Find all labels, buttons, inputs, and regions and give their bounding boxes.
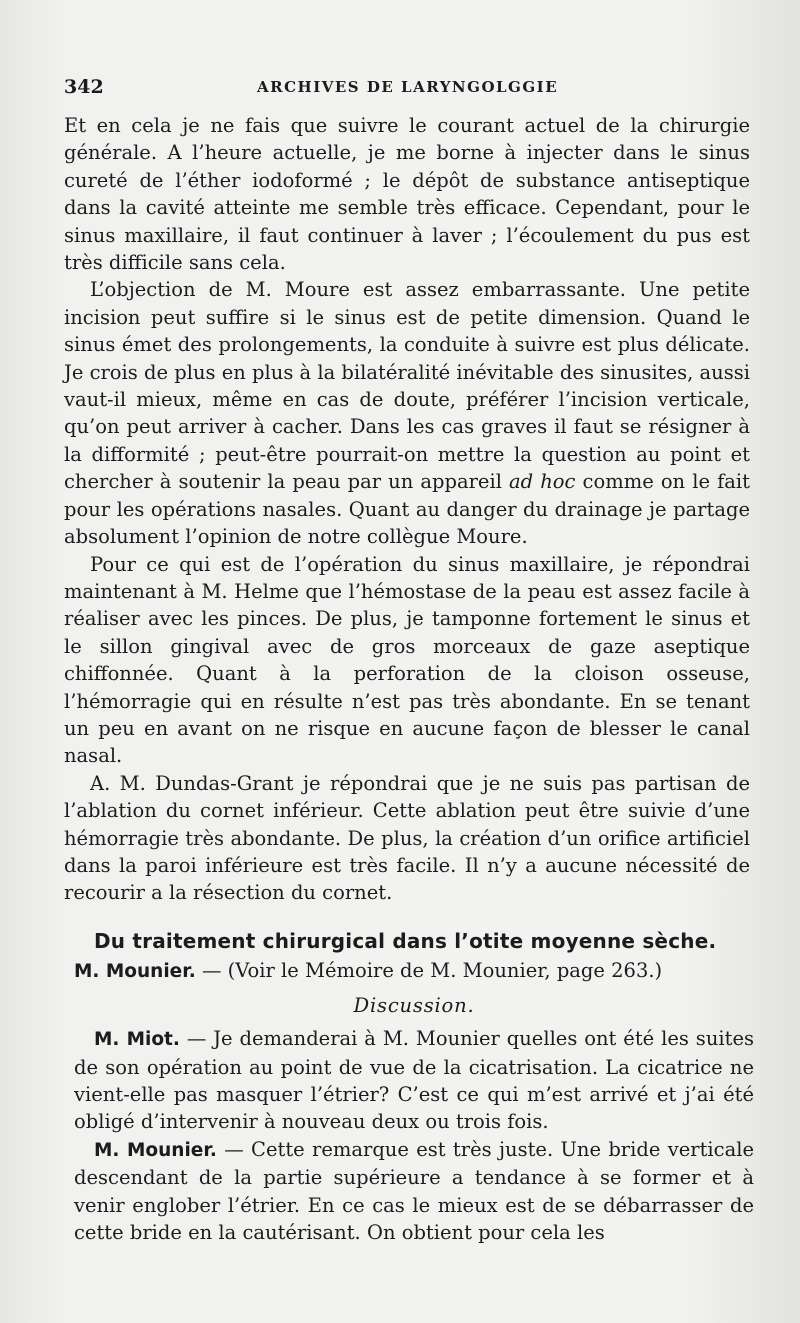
speaker-name: M. Miot. bbox=[94, 1029, 180, 1051]
section-block bbox=[74, 928, 754, 1246]
discussion-heading: Discussion. bbox=[353, 993, 475, 1017]
section-title: Du traitement chirurgical dans l’otite moyenne sèche. bbox=[94, 929, 717, 953]
paragraph bbox=[64, 276, 750, 550]
speaker-text: — Cette remarque est très juste. Une bride verticale descendant de la partie supérieure a tendance à se former et à venir englober l’étrier. En ce cas le mieux est de se débarrasser de cette bride en la cautérisant. On obtient pour cela les bbox=[74, 1137, 754, 1245]
paragraph: Et en cela je ne fais que suivre le courant actuel de la chirurgie générale. A l’heure actuelle, je me borne à injecter dans le sinus cureté de l’éther iodoformé ; le dépôt de substance antiseptique dans la cavité atteinte me semble très efficace. Cependant, pour le sinus maxillaire, il faut continuer à laver ; l’écoulement du pus est très difficile sans cela. bbox=[64, 114, 750, 275]
italic-text: ad hoc bbox=[509, 470, 576, 494]
page-header bbox=[64, 70, 754, 102]
paragraph: A. M. Dundas-Grant je répondrai que je ne suis pas partisan de l’ablation du cornet inférieur. Cette ablation peut être suivie d’une hémorragie très abondante. De plus, la création d’un orifice artificiel dans la paroi inférieure est très facile. Il n’y a aucune nécessité de recourir a la résection du cornet. bbox=[64, 771, 750, 905]
discussion-entry bbox=[74, 1136, 754, 1247]
body-text bbox=[64, 112, 750, 907]
speaker-text: — Je demanderai à M. Mounier quelles ont été les suites de son opération au point de vue de la cicatrisation. La cicatrice ne vient-elle pas masquer l’étrier? C’est ce qui m’est arrivé et j’ai été obligé d’intervenir à nouveau deux ou trois fois. bbox=[74, 1027, 754, 1134]
paragraph-text: comme on le fait pour les opérations nasales. Quant au danger du drainage je partage absolument l’opinion de notre collègue Moure. bbox=[64, 470, 750, 549]
paragraph: Pour ce qui est de l’opération du sinus maxillaire, je répondrai maintenant à M. Helme que l’hémostase de la peau est assez facile à réaliser avec les pinces. De plus, je tamponne fortement le sinus et le sillon gingival avec de gros morceaux de gaze aseptique chiffonnée. Quant à la perforation de la cloison osseuse, l’hémorragie qui en résulte n’est pas très abondante. En se tenant un peu en avant on ne risque en aucune façon de blesser le canal nasal. bbox=[64, 552, 750, 768]
section-author-line bbox=[74, 957, 754, 985]
paragraph-text: L’objection de M. Moure est assez embarrassante. Une petite incision peut suffire si le sinus est de petite dimension. Quand le sinus émet des prolongements, la conduite à suivre est plus délicate. Je crois de plus en plus à la bilatéralité inévitable des sinusites, aussi vaut-il mieux, même en cas de doute, préférer l’incision verticale, qu’on peut arriver à cacher. Dans les cas graves il faut se résigner à la difformité ; peut-être pourrait-on mettre la question au point et chercher à soutenir la peau par un appareil bbox=[64, 278, 750, 494]
author-note: — (Voir le Mémoire de M. Mounier, page 263.) bbox=[195, 959, 663, 983]
author-name: M. Mounier. bbox=[74, 961, 196, 983]
page-number: 342 bbox=[64, 76, 104, 98]
running-head: ARCHIVES DE LARYNGOLGGIE bbox=[257, 78, 559, 96]
discussion-entry bbox=[74, 1025, 754, 1136]
speaker-name: M. Mounier. bbox=[94, 1139, 217, 1161]
